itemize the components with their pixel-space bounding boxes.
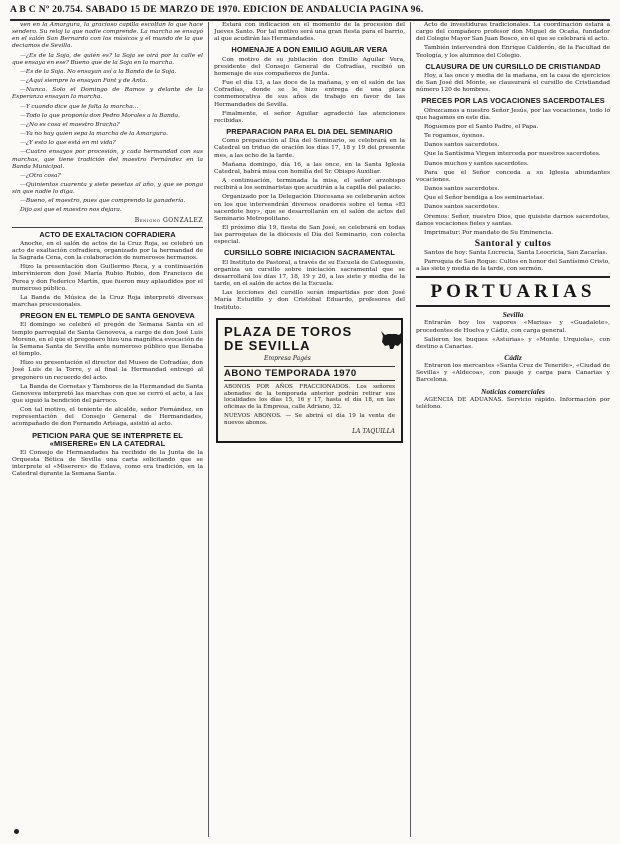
paragraph: Parroquia de San Roque: Cultos en honor del Santísimo Cristo, a las siete y media de la tarde, con sermón.	[416, 259, 610, 273]
paragraph: —¿Y esto lo que está en mi vida?	[20, 140, 116, 147]
paragraph: —Ya no hay quien sepa la marcha de la Amargura.	[20, 131, 168, 138]
paragraph: Mañana domingo, día 16, a las once, en la Santa Iglesia Catedral, habrá misa con homilía del Sr. Obispo Auxiliar.	[214, 161, 405, 175]
col3-body2	[416, 108, 610, 237]
paragraph: —Y cuando dice que le falta la marcha...	[20, 103, 139, 110]
headline-miserere: PETICION PARA QUE SE INTERPRETE EL «MISERERE» EN LA CATEDRAL	[32, 430, 183, 448]
column-1	[12, 22, 203, 837]
paragraph: Acto de investiduras tradicionales. La coordinación estará a cargo del compañero profesor don Miguel de Ocaña, fundador del Colegio Mayor San Juan Bosco, en el que se celebrará el acto.	[416, 22, 610, 43]
section-rule	[416, 276, 610, 278]
col3-body1	[416, 73, 610, 94]
paragraph: La Banda de Cornetas y Tambores de la Hermandad de Santa Genoveva interpretó las marchas con que se cerró el acto, a las que siguió la bendición del párroco.	[12, 383, 203, 404]
column-divider	[208, 22, 209, 837]
col1-body2	[12, 322, 203, 428]
paragraph: Ofrezcamos a nuestro Señor Jesús, por las vocaciones, todo lo que hagamos en este día.	[416, 107, 610, 121]
col3-body3	[416, 250, 610, 273]
paragraph: El Consejo de Hermandades ha recibido de la Junta de la Orquesta Bética de Sevilla una carta solicitando que se interprete el «Miserere» de Eslava, como era tradición, en la Catedral durante la Semana Santa.	[12, 450, 203, 478]
paragraph: Hoy, a las once y media de la mañana, en la casa de ejercicios de San José del Monte, se clausurará el cursillo de Cristiandad número 120 de hombres.	[416, 72, 610, 94]
byline: Benigno GONZALEZ	[134, 216, 203, 224]
col3-body6	[416, 397, 610, 411]
paragraph: Danos muchos y santos sacerdotes.	[424, 160, 529, 167]
col1-body1	[12, 241, 203, 309]
headline-seminario: PREPARACION PARA EL DIA DEL SEMINARIO	[226, 127, 393, 137]
subhead-sevilla: Sevilla	[502, 310, 524, 320]
section-rule	[416, 305, 610, 307]
paragraph: Anoche, en el salón de actos de la Cruz Roja, se celebró un acto de exaltación cofradiera, organizado por la hermandad de la Sagrada Cena, con la colaboración de numerosos hermanos.	[12, 240, 203, 262]
paragraph: Como preparación al Día del Seminario, se celebrará en la Catedral un triduo de oración los días 17, 18 y 19 del presente mes, a las ocho de la tarde.	[214, 138, 405, 159]
paragraph: Con tal motivo, el teniente de alcalde, señor Fernández, en representación del Consejo General de Hermandades, acompañado de don Fernando Arteaga, asistió al acto.	[12, 407, 203, 428]
paragraph: A continuación, terminada la misa, el señor arzobispo recibirá a los seminaristas que acudirán a la capilla del palacio.	[214, 178, 405, 192]
ad-brand: LA TAQUILLA	[352, 427, 395, 435]
paragraph: Hizo la presentación don Guillermo Reca, y a continuación intervinieron don José María Rubio Rubio, don Francisco de Perea y don Federico Martín, que fueron muy aplaudidos por el numeroso público.	[12, 264, 203, 292]
ad-text: ABONOS POR AÑOS FRACCIONADOS. Los señores abonados de la temporada anterior podrán retirar sus localidades los días 15, 16 y 17, hasta el día 18, en las oficinas de la Empresa, calle Adriano, 32.	[224, 383, 395, 411]
column-3	[416, 22, 610, 837]
headline-pregon: PREGON EN EL TEMPLO DE SANTA GENOVEVA	[20, 311, 195, 321]
paragraph: Entraron los mercantes «Santa Cruz de Tenerife», «Ciudad de Sevilla» y «Aldecoa», con pasaje y carga para Canarias y Barcelona.	[416, 363, 610, 384]
paragraph: El domingo se celebró el pregón de Semana Santa en el templo parroquial de Santa Genoveva, a cargo de don José Luis Moreno, en el que el pregonero hizo una magnífica evocación de la Semana Santa de Sevilla ante numeroso público que llenaba el templo.	[12, 322, 203, 358]
col1-body3	[12, 450, 203, 479]
paragraph: Danos santos sacerdotes.	[424, 186, 500, 193]
headline-exaltacion: ACTO DE EXALTACION COFRADIERA	[39, 229, 176, 239]
subhead-noticias-comerciales: Noticias comerciales	[481, 386, 545, 396]
ad-text-2: NUEVOS ABONOS. — Se abrirá el día 19 la venta de nuevos abonos.	[224, 412, 395, 426]
paragraph: —¿Otra cosa?	[20, 172, 61, 179]
ad-subtitle: DE SEVILLA	[224, 337, 311, 353]
col2-body2	[214, 138, 405, 246]
paragraph: —Es de la Soja. No ensayan así a la Banda de la Soja.	[20, 68, 177, 75]
col3-body4	[416, 320, 610, 351]
paragraph: La Banda de Música de la Cruz Roja interpretó diversas marchas procesionales.	[12, 294, 203, 309]
col3-intro	[416, 22, 610, 60]
paragraph: Dijo así que el maestro nos dejara.	[20, 207, 122, 214]
col2-body3	[214, 260, 405, 312]
bullring-advertisement	[216, 318, 403, 444]
paragraph: Imprimatur: Por mandato de Su Eminencia.	[424, 229, 553, 236]
paragraph: —Nunca. Solo el Domingo de Ramos y delante de la Esperanza ensayan la marcha.	[12, 87, 203, 101]
paragraph: Oremos: Señor, nuestro Dios, que quisiste darnos sacerdotes, danos vocaciones fieles y santas.	[416, 213, 610, 227]
page-mark	[14, 829, 19, 834]
separator	[12, 227, 203, 228]
paragraph: Danos santos sacerdotes.	[424, 142, 500, 149]
paragraph: Salieron los buques «Asturias» y «Monte Urquiola», con destino a Canarias.	[416, 336, 610, 350]
paragraph: Fue el día 13, a las doce de la mañana, y en el salón de las Cofradías, donde se le hizo entrega de una placa conmemorativa de sus años de trabajo en favor de las Hermandades de Sevilla.	[214, 80, 405, 108]
paragraph: Entrarán hoy los vapores «Marisa» y «Guadalete», procedentes de Huelva y Cádiz, con carga general.	[416, 320, 610, 334]
subhead-cadiz: Cádiz	[504, 353, 522, 363]
paragraph: —Bueno, el maestro, pues que comprendo la ganadería.	[20, 198, 186, 205]
paragraph: Organizado por la Delegación Diocesana se celebrarán actos en los que intervendrán diversos oradores sobre el tema «El sacerdote hoy», que se desarrollarán en el salón de actos del Seminario Metropolitano.	[214, 194, 405, 222]
paragraph: —¿Es de la Soja, de quién es? la Soja se oirá por la calle el que ensaya en ese? Bueno que de la Soja en la marcha.	[12, 52, 203, 66]
paragraph: Para que el Señor conceda a su Iglesia abundantes vocaciones.	[416, 169, 610, 183]
paragraph: —Cuatro ensayos por procesión, y cada hermandad con sus marchas, que tiene tradición del maestro Fernández en la Banda Municipal.	[12, 149, 203, 170]
headline-clausura: CLAUSURA DE UN CURSILLO DE CRISTIANDAD	[425, 61, 601, 71]
paragraph: Te rogamos, óyenos.	[424, 133, 485, 140]
paragraph: —Todo lo que proponía don Pedro Morales a la Banda.	[20, 112, 180, 119]
paragraph: Roguemos por el Santo Padre, el Papa.	[424, 123, 539, 130]
headline-homenaje: HOMENAJE A DON EMILIO AGUILAR VERA	[231, 45, 388, 55]
paragraph: AGENCIA DE ADUANAS. Servicio rápido. Información por teléfono.	[416, 396, 610, 410]
column-divider	[410, 22, 411, 837]
paragraph: Las lecciones del cursillo serán impartidas por don José María Estudillo y don Cristóbal Eduardo, profesores del Instituto.	[214, 290, 405, 311]
paragraph: —¿No es cosa el maestro Bracha?	[20, 121, 120, 128]
ad-title: PLAZA DE TOROS	[224, 323, 353, 339]
headline-preces: PRECES POR LAS VOCACIONES SACERDOTALES	[421, 96, 605, 106]
paragraph: Hizo su presentación el director del Museo de Cofradías, don José Luis de la Torre, y al final la Hermandad entregó al pregonero un recuerdo del acto.	[12, 360, 203, 381]
bull-icon	[378, 325, 405, 351]
paragraph: Estará con indicación en el momento de la procesión del Jueves Santo. Por tal motivo será una gran fiesta para el barrio, al que acudirán las Hermandades.	[214, 22, 405, 43]
ad-abono: ABONO TEMPORADA 1970	[224, 366, 395, 381]
paragraph: —Quinientos cuarenta y siete pesetas al año, y que se ponga sin que nadie lo diga.	[12, 181, 203, 196]
paragraph: Finalmente, el señor Aguilar agradeció las atenciones recibidas.	[214, 110, 405, 124]
paragraph: También intervendrá don Enrique Calderón, de la Facultad de Teología, y los alumnos del Colegio.	[416, 45, 610, 59]
paragraph: El Instituto de Pastoral, a través de su Escuela de Catequesis, organiza un cursillo sobre iniciación sacramental que se desarrollará los días 17, 18, 19 y 20, a las siete y media de la tarde, en el salón de actos de la Escuela.	[214, 259, 405, 288]
paragraph: Danos santos sacerdotes.	[424, 204, 500, 211]
ad-empresa: Empresa Pagés	[264, 354, 311, 362]
paragraph: Que el Señor bendiga a los seminaristas.	[424, 195, 545, 202]
paragraph: El próximo día 19, fiesta de San José, se celebrará en todas las parroquias de la diócesis el Día del Seminario, con colecta especial.	[214, 225, 405, 246]
header-rule	[10, 19, 610, 21]
paragraph: Que la Santísima Virgen interceda por nuestros sacerdotes.	[424, 151, 601, 158]
headline-santoral: Santoral y cultos	[474, 239, 552, 249]
col2-body1	[214, 57, 405, 125]
headline-cursillo: CURSILLO SOBRE INICIACION SACRAMENTAL	[223, 248, 396, 258]
paragraph: Santos de hoy: Santa Lucrecia, Santa Leocricia, San Zacarías.	[424, 250, 608, 256]
paragraph: —¿Aquí siempre lo ensayan Font y de Anta.	[20, 78, 148, 85]
page-header: A B C Nº 20.754. SABADO 15 DE MARZO DE 1970. EDICION DE ANDALUCIA PAGINA 96.	[10, 4, 424, 15]
column-2	[214, 22, 405, 837]
col1-intro	[12, 22, 203, 215]
section-portuarias: PORTUARIAS	[430, 281, 596, 303]
col2-intro	[214, 22, 405, 43]
col3-body5	[416, 363, 610, 384]
paragraph: ven en la Amargura, la gracioso capilla escoltan lo que hace sendero. Su reloj la que nadie comprende. La marcha se ensayó en el salón San Bernardo con los músicos y el mundo de la que deciamos de Sevilla.	[12, 22, 203, 50]
paragraph: Con motivo de su jubilación don Emilio Aguilar Vera, presidente del Consejo General de Cofradías, recibió un homenaje de sus compañeros de Junta.	[214, 56, 405, 77]
